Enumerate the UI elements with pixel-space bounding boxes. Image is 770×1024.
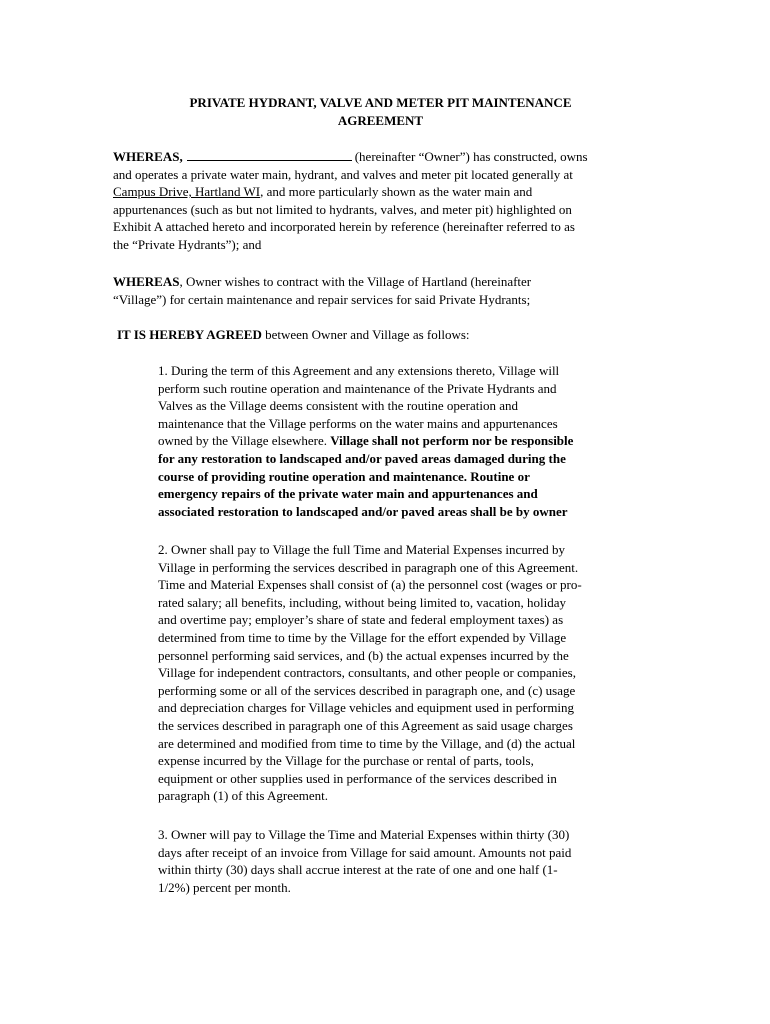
- item3-line: days after receipt of an invoice from Village for said amount. Amounts not paid: [158, 844, 572, 860]
- whereas1-line-6: the “Private Hydrants”); and: [113, 236, 262, 252]
- item2-line: Village for independent contractors, consultants, and other people or companies,: [158, 665, 576, 681]
- item2-line: are determined and modified from time to time by the Village, and (d) the actual: [158, 735, 576, 751]
- item1-line-7: course of providing routine operation and maintenance. Routine or: [158, 468, 530, 484]
- item2-line: performing some or all of the services described in paragraph one, and (c) usage: [158, 682, 576, 698]
- item2-line: determined from time to time by the Village for the effort expended by Village: [158, 629, 567, 645]
- whereas1-line3-rest: , and more particularly shown as the water main and: [260, 184, 533, 200]
- item2-line: and depreciation charges for Village vehicles and equipment used in performing: [158, 700, 575, 716]
- title-line-2: AGREEMENT: [337, 113, 424, 128]
- whereas2-lead: WHEREAS: [113, 274, 180, 289]
- item2-line: paragraph (1) of this Agreement.: [158, 788, 329, 804]
- item1-line-8: emergency repairs of the private water main and appurtenances and: [158, 486, 538, 502]
- item3-line: 1/2%) percent per month.: [158, 879, 291, 895]
- document-title: [113, 94, 648, 130]
- whereas1-line-3: [113, 183, 588, 201]
- item2-line: 2. Owner shall pay to Village the full Time and Material Expenses incurred by: [158, 542, 565, 557]
- whereas1-line-5: Exhibit A attached hereto and incorporated herein by reference (hereinafter referred to as: [113, 219, 575, 235]
- item1-line5-plain: owned by the Village elsewhere.: [158, 433, 331, 449]
- paragraph-2: [158, 541, 582, 805]
- item1-line-5: [158, 432, 573, 450]
- whereas1-line-2: and operates a private water main, hydrant, and valves and meter pit located generally at: [113, 166, 573, 182]
- title-line-1: PRIVATE HYDRANT, VALVE AND METER PIT MAINTENANCE: [189, 95, 572, 110]
- item3-line: within thirty (30) days shall accrue interest at the rate of one and one half (1-: [158, 862, 558, 878]
- whereas2-line-2: “Village”) for certain maintenance and repair services for said Private Hydrants;: [113, 291, 531, 307]
- paragraph-1: [158, 362, 573, 520]
- whereas2-line1-rest: , Owner wishes to contract with the Village of Hartland (hereinafter: [179, 274, 532, 289]
- item3-line: 3. Owner will pay to Village the Time and Material Expenses within thirty (30): [158, 827, 570, 842]
- agreed-lead: IT IS HEREBY AGREED: [117, 327, 262, 342]
- agreed-rest: between Owner and Village as follows:: [261, 327, 470, 342]
- item1-line-1: 1. During the term of this Agreement and any extensions thereto, Village will: [158, 363, 560, 378]
- whereas-clause-village: [113, 273, 531, 308]
- agreed-clause: [117, 326, 470, 344]
- item1-line-4: maintenance that the Village performs on the water mains and appurtenances: [158, 415, 558, 431]
- whereas1-line1-rest: (hereinafter “Owner”) has constructed, owns: [354, 149, 588, 164]
- paragraph-3: [158, 826, 571, 896]
- item2-line: rated salary; all benefits, including, without being limited to, vacation, holiday: [158, 594, 566, 610]
- item2-line: expense incurred by the Village for the purchase or rental of parts, tools,: [158, 753, 534, 769]
- item1-line-3: Valves as the Village deems consistent with the routine operation and: [158, 398, 519, 414]
- item1-line5-bold: Village shall not perform nor be responsible: [330, 433, 574, 449]
- whereas1-line-1: [113, 148, 588, 166]
- item1-line-6: for any restoration to landscaped and/or paved areas damaged during the: [158, 450, 566, 466]
- item2-line: Time and Material Expenses shall consist of (a) the personnel cost (wages or pro-: [158, 577, 582, 593]
- item2-line: and overtime pay; employer’s share of state and federal employment taxes) as: [158, 612, 564, 628]
- agreed-line: [117, 326, 470, 344]
- whereas-clause-owner: [113, 148, 588, 254]
- item2-line: personnel performing said services, and (b) the actual expenses incurred by the: [158, 647, 569, 663]
- whereas1-lead: WHEREAS,: [113, 149, 183, 164]
- item2-line: equipment or other supplies used in performance of the services described in: [158, 770, 557, 786]
- item2-line: the services described in paragraph one of this Agreement as said usage charges: [158, 717, 573, 733]
- location-underlined: Campus Drive, Hartland WI: [113, 184, 261, 200]
- item2-line: Village in performing the services described in paragraph one of this Agreement.: [158, 559, 579, 575]
- item1-line-9: associated restoration to landscaped and/or paved areas shall be by owner: [158, 503, 568, 519]
- whereas2-line-1: [113, 273, 531, 291]
- owner-name-blank[interactable]: [187, 148, 352, 161]
- whereas1-line-4: appurtenances (such as but not limited to hydrants, valves, and meter pit) highlighted on: [113, 201, 572, 217]
- item1-line-2: perform such routine operation and maintenance of the Private Hydrants and: [158, 380, 557, 396]
